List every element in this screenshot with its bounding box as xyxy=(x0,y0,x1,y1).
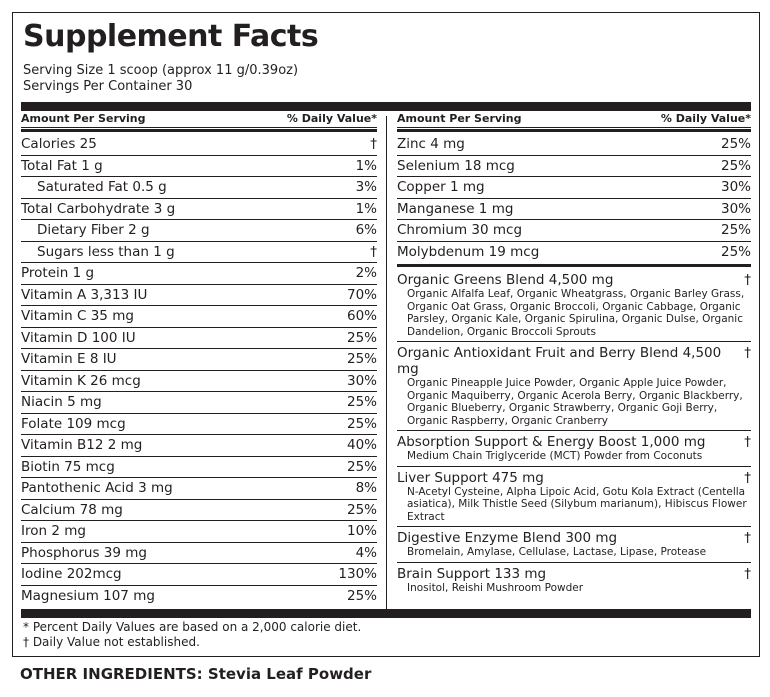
header-divider xyxy=(397,129,751,132)
nutrient-daily-value: 30% xyxy=(346,372,377,389)
blend-name: Absorption Support & Energy Boost 1,000 mg xyxy=(397,434,706,450)
other-ingredients: OTHER INGREDIENTS: Stevia Leaf Powder xyxy=(20,665,372,683)
blend-ingredients: Bromelain, Amylase, Cellulase, Lactase, Lipase, Protease xyxy=(407,546,707,558)
nutrient-row xyxy=(21,543,377,565)
nutrient-name: Vitamin D 100 IU xyxy=(21,329,136,346)
blend-list xyxy=(397,269,751,597)
nutrient-daily-value: 4% xyxy=(355,544,377,561)
left-nutrient-list xyxy=(21,134,377,607)
blend-name: Organic Greens Blend 4,500 mg xyxy=(397,272,614,288)
header-divider xyxy=(21,129,377,132)
left-column-header xyxy=(21,111,377,128)
bottom-thick-divider xyxy=(21,609,751,618)
nutrient-row xyxy=(21,285,377,307)
nutrient-daily-value: 10% xyxy=(346,523,377,540)
serving-size: Serving Size 1 scoop (approx 11 g/0.39oz) xyxy=(23,63,299,78)
nutrient-daily-value: 25% xyxy=(346,351,377,368)
nutrient-name: Calcium 78 mg xyxy=(21,501,123,518)
blend-header xyxy=(397,470,751,486)
nutrient-name: Zinc 4 mg xyxy=(397,136,465,153)
nutrient-name: Molybdenum 19 mcg xyxy=(397,244,540,261)
nutrient-daily-value: 30% xyxy=(720,200,751,217)
blend-daily-value: † xyxy=(744,345,751,361)
nutrient-row xyxy=(21,306,377,328)
servings-per-container: Servings Per Container 30 xyxy=(23,79,193,94)
nutrient-daily-value: 25% xyxy=(720,244,751,261)
nutrient-row xyxy=(21,478,377,500)
footnote-daily-value: * Percent Daily Values are based on a 2,000 calorie diet. xyxy=(23,620,362,634)
nutrient-daily-value: 25% xyxy=(346,415,377,432)
nutrient-name: Sugars less than 1 g xyxy=(37,243,175,260)
blend-name: Organic Antioxidant Fruit and Berry Blend 4,500 mg xyxy=(397,345,722,377)
amount-per-serving-label: Amount Per Serving xyxy=(21,112,146,125)
blend-name: Brain Support 133 mg xyxy=(397,565,547,582)
nutrient-name: Folate 109 mcg xyxy=(21,415,126,432)
blend-ingredients: Organic Pineapple Juice Powder, Organic Apple Juice Powder, Organic Maquiberry, Organic Acerola Berry, Organic Blackberry, Organic Blueberry, Organic Strawberry, Organic Goji Berry, Organic Raspberry, Organic Cranberry xyxy=(407,377,743,427)
nutrient-daily-value: 40% xyxy=(346,437,377,454)
nutrient-name: Biotin 75 mcg xyxy=(21,458,115,475)
nutrient-row xyxy=(21,328,377,350)
nutrient-daily-value: † xyxy=(370,136,377,153)
nutrient-daily-value: 8% xyxy=(355,480,377,497)
nutrient-daily-value: 25% xyxy=(720,157,751,174)
nutrient-daily-value: 25% xyxy=(720,136,751,153)
daily-value-label: % Daily Value* xyxy=(660,112,751,125)
nutrient-row xyxy=(397,199,751,221)
blend-item xyxy=(397,431,751,467)
nutrient-row xyxy=(21,220,377,242)
nutrient-name: Magnesium 107 mg xyxy=(21,588,155,605)
blend-name: Digestive Enzyme Blend 300 mg xyxy=(397,530,618,546)
right-column-header xyxy=(397,111,751,128)
nutrient-row xyxy=(397,177,751,199)
nutrient-name: Chromium 30 mcg xyxy=(397,222,523,239)
supplement-facts-panel xyxy=(12,12,760,657)
nutrient-name: Total Carbohydrate 3 g xyxy=(21,200,176,217)
nutrient-daily-value: 25% xyxy=(346,329,377,346)
nutrient-row xyxy=(21,349,377,371)
nutrient-row xyxy=(21,586,377,608)
nutrient-daily-value: 6% xyxy=(355,222,377,239)
footnotes xyxy=(23,620,361,650)
blend-item xyxy=(397,527,751,563)
footnote-not-established: † Daily Value not established. xyxy=(23,635,200,649)
nutrient-daily-value: 25% xyxy=(346,458,377,475)
blend-daily-value: † xyxy=(744,272,751,288)
nutrient-row xyxy=(21,414,377,436)
nutrient-name: Iron 2 mg xyxy=(21,523,86,540)
nutrient-daily-value: 1% xyxy=(355,157,377,174)
nutrient-row xyxy=(21,371,377,393)
nutrient-daily-value: 130% xyxy=(338,566,377,583)
nutrient-row xyxy=(397,134,751,156)
blend-ingredients: Organic Alfalfa Leaf, Organic Wheatgrass, Organic Barley Grass, Organic Oat Grass, Organic Broccoli, Organic Cabbage, Organic Parsley, Organic Kale, Organic Spirulina, Organic Dulse, Organic Dandelion, Organic Broccoli Sprouts xyxy=(407,288,745,338)
column-separator xyxy=(386,116,387,609)
nutrient-name: Vitamin E 8 IU xyxy=(21,351,117,368)
nutrient-row xyxy=(21,156,377,178)
amount-per-serving-label: Amount Per Serving xyxy=(397,112,522,125)
nutrient-daily-value: 30% xyxy=(720,179,751,196)
nutrient-daily-value: 3% xyxy=(355,179,377,196)
nutrient-name: Vitamin B12 2 mg xyxy=(21,437,143,454)
panel-title: Supplement Facts xyxy=(23,19,319,54)
nutrient-name: Copper 1 mg xyxy=(397,179,485,196)
nutrient-name: Vitamin A 3,313 IU xyxy=(21,286,148,303)
right-nutrient-list xyxy=(397,134,751,263)
nutrient-name: Protein 1 g xyxy=(21,265,95,282)
nutrient-row xyxy=(21,564,377,586)
nutrient-row xyxy=(21,521,377,543)
blend-daily-value: † xyxy=(744,565,751,582)
blend-divider xyxy=(397,264,751,267)
nutrient-name: Iodine 202mcg xyxy=(21,566,122,583)
top-thick-divider xyxy=(21,102,751,111)
nutrient-row xyxy=(21,263,377,285)
nutrient-daily-value: 25% xyxy=(346,588,377,605)
nutrient-daily-value: 2% xyxy=(355,265,377,282)
nutrient-daily-value: 70% xyxy=(346,286,377,303)
nutrient-name: Pantothenic Acid 3 mg xyxy=(21,480,173,497)
daily-value-label: % Daily Value* xyxy=(286,112,377,125)
blend-item xyxy=(397,467,751,528)
blend-header xyxy=(397,566,751,582)
nutrient-name: Total Fat 1 g xyxy=(21,157,103,174)
nutrient-row xyxy=(397,242,751,264)
nutrient-daily-value: 25% xyxy=(720,222,751,239)
nutrient-name: Vitamin K 26 mcg xyxy=(21,372,141,389)
nutrient-name: Phosphorus 39 mg xyxy=(21,544,147,561)
blend-header xyxy=(397,272,751,288)
blend-ingredients: Inositol, Reishi Mushroom Powder xyxy=(407,581,584,594)
blend-item xyxy=(397,342,751,431)
nutrient-row xyxy=(397,156,751,178)
right-column xyxy=(397,111,751,597)
nutrient-name: Saturated Fat 0.5 g xyxy=(37,179,167,196)
blend-header xyxy=(397,345,751,377)
nutrient-name: Manganese 1 mg xyxy=(397,200,514,217)
nutrient-row xyxy=(21,242,377,264)
nutrient-daily-value: 1% xyxy=(355,200,377,217)
blend-daily-value: † xyxy=(744,469,751,486)
nutrient-name: Vitamin C 35 mg xyxy=(21,308,134,325)
nutrient-row xyxy=(21,457,377,479)
nutrient-daily-value: 60% xyxy=(346,308,377,325)
blend-daily-value: † xyxy=(744,530,751,546)
blend-item xyxy=(397,563,751,598)
nutrient-row xyxy=(21,199,377,221)
nutrient-row xyxy=(21,500,377,522)
serving-info xyxy=(23,63,298,95)
nutrient-daily-value: 25% xyxy=(346,394,377,411)
nutrient-row xyxy=(21,134,377,156)
nutrient-daily-value: † xyxy=(370,243,377,260)
nutrient-daily-value: 25% xyxy=(346,501,377,518)
blend-ingredients: Medium Chain Triglyceride (MCT) Powder from Coconuts xyxy=(407,450,703,462)
nutrient-row xyxy=(21,392,377,414)
blend-ingredients: N-Acetyl Cysteine, Alpha Lipoic Acid, Gotu Kola Extract (Centella asiatica), Milk Thistle Seed (Silybum marianum), Hibiscus Flower Extract xyxy=(407,485,747,523)
nutrient-row xyxy=(21,177,377,199)
blend-header xyxy=(397,434,751,450)
blend-name: Liver Support 475 mg xyxy=(397,469,544,486)
nutrient-name: Niacin 5 mg xyxy=(21,394,102,411)
nutrient-name: Selenium 18 mcg xyxy=(397,157,515,174)
nutrient-row xyxy=(21,435,377,457)
left-column xyxy=(21,111,377,607)
blend-header xyxy=(397,530,751,546)
nutrient-name: Dietary Fiber 2 g xyxy=(37,222,150,239)
nutrient-name: Calories 25 xyxy=(21,136,97,153)
blend-item xyxy=(397,269,751,342)
blend-daily-value: † xyxy=(744,434,751,450)
nutrient-row xyxy=(397,220,751,242)
